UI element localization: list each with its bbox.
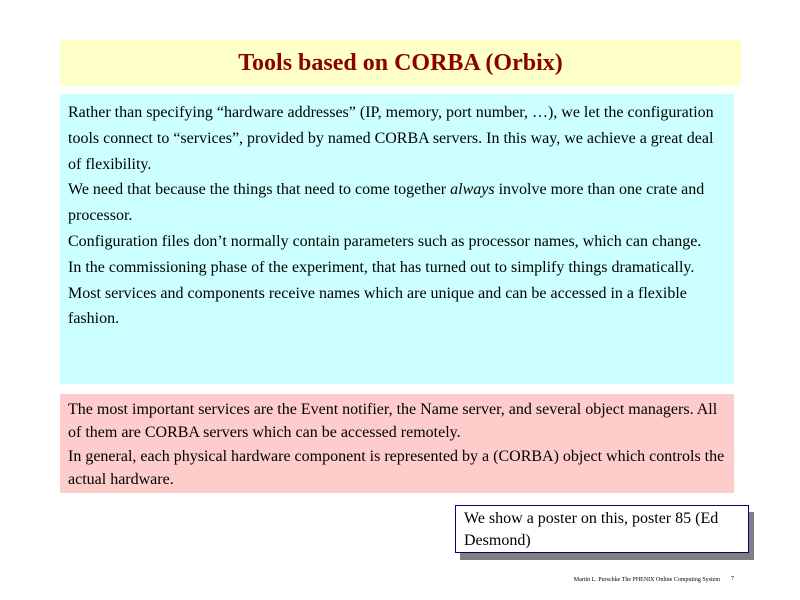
paragraph-commissioning: In the commissioning phase of the experiment, that has turned out to simplify things dramatically. <box>68 258 695 276</box>
paragraph-configuration-files: Configuration files don’t normally contain parameters such as processor names, which can change. <box>68 232 702 250</box>
paragraph-come-together-start: We need that because the things that need to come together <box>68 181 451 199</box>
slide-title: Tools based on CORBA (Orbix) <box>238 49 563 76</box>
paragraph-come-together-end: involve more than one crate and processor. <box>68 181 705 225</box>
paragraph-important-services: The most important services are the Event notifier, the Name server, and several object managers. All of them are CORBA servers which can be accessed remotely. <box>68 401 718 441</box>
footer-page-number: 7 <box>731 576 734 582</box>
paragraph-hardware-addresses: Rather than specifying “hardware addresses” (IP, memory, port number, …), we let the configuration tools connect to “services”, provided by named CORBA servers. In this way, we achieve a great deal of flexibility. <box>68 104 714 173</box>
footer-author: Martin L. Purschke The PHENIX Online Computing System <box>573 577 720 583</box>
title-banner <box>60 40 741 86</box>
pink-text-box <box>60 394 734 493</box>
cyan-text-box <box>60 94 734 384</box>
emphasis-always: always <box>450 181 495 199</box>
paragraph-come-together <box>68 177 726 229</box>
poster-note <box>455 505 749 553</box>
poster-note-text: We show a poster on this, poster 85 (Ed Desmond) <box>464 510 719 549</box>
paragraph-unique-names: Most services and components receive names which are unique and can be accessed in a flexible fashion. <box>68 284 687 328</box>
paragraph-hardware-component: In general, each physical hardware component is represented by a (CORBA) object which controls the actual hardware. <box>68 448 725 488</box>
